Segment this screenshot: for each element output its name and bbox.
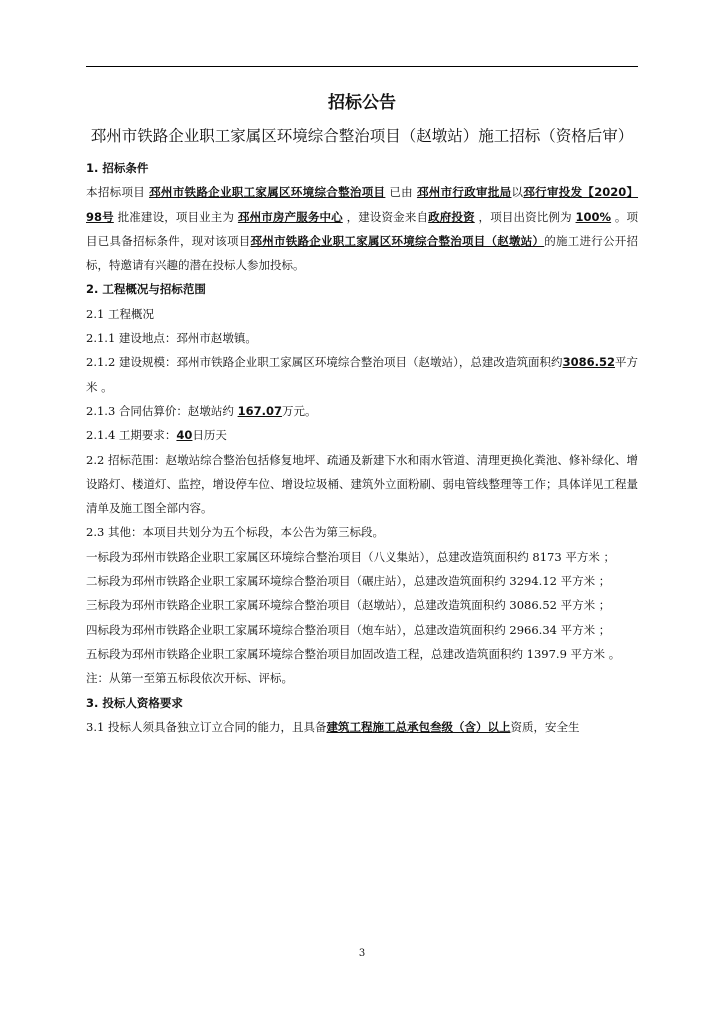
lot-5: 五标段为邳州市铁路企业职工家属环境综合整治项目加固改造工程，总建改造筑面积约 1397.9 平方米 。 [86, 646, 621, 661]
fund-ratio: 100% [575, 209, 612, 224]
line-2-1-2 [86, 350, 638, 399]
line-3-1 [86, 715, 638, 739]
text: 2.1.4 工期要求： [86, 428, 177, 443]
text: 本招标项目 [86, 185, 150, 200]
text: 批准建设，项目业主为 [113, 209, 238, 224]
line-2-3: 2.3 其他：本项目共划分为五个标段，本公告为第三标段。 [86, 525, 384, 540]
section-2-heading: 2. 工程概况与招标范围 [86, 282, 206, 297]
page-number: 3 [358, 948, 366, 959]
text: ，项目出资比例为 [474, 209, 576, 224]
lot-3: 三标段为邳州市铁路企业职工家属环境综合整治项目（赵墩站），总建改造筑面积约 3086.52 平方米 ； [86, 598, 611, 613]
text: 已由 [385, 185, 417, 200]
document-page [86, 86, 638, 739]
fund-source: 政府投资 [428, 209, 475, 224]
text: 平方米 。 [86, 355, 638, 394]
approver: 邳州市行政审批局 [416, 185, 512, 200]
text: ，建设资金来自 [342, 209, 429, 224]
text: 万元。 [281, 403, 317, 418]
area-value: 3086.52 [562, 355, 615, 370]
text: 以 [511, 185, 524, 200]
line-2-1: 2.1 工程概况 [86, 306, 154, 321]
text: 2.1.3 合同估算价：赵墩站约 [86, 403, 238, 418]
lot-1: 一标段为邳州市铁路企业职工家属区环境综合整治项目（八义集站），总建改造筑面积约 8173 平方米 ； [86, 549, 615, 564]
line-2-1-4 [86, 423, 638, 447]
page-title: 招标公告 [328, 93, 396, 113]
approval-doc: 邳行审投发【2020】98号 [86, 185, 639, 224]
section-3-heading: 3. 投标人资格要求 [86, 695, 183, 710]
header-rule [86, 66, 638, 67]
price-value: 167.07 [237, 403, 282, 418]
tender-target: 邳州市铁路企业职工家属区环境综合整治项目（赵墩站） [250, 233, 545, 248]
lot-4: 四标段为邳州市铁路企业职工家属环境综合整治项目（炮车站），总建改造筑面积约 2966.34 平方米 ； [86, 622, 611, 637]
section-1-paragraph [86, 180, 638, 277]
page-subtitle: 邳州市铁路企业职工家属区环境综合整治项目（赵墩站）施工招标（资格后审） [90, 127, 634, 145]
owner: 邳州市房产服务中心 [237, 209, 343, 224]
text: 3.1 投标人须具备独立订立合同的能力，且具备 [86, 719, 327, 734]
text: 2.1.2 建设规模：邳州市铁路企业职工家属区环境综合整治项目（赵墩站），总建改造筑面积约 [86, 355, 563, 370]
qualification: 建筑工程施工总承包叁级（含）以上 [326, 719, 511, 734]
line-2-1-1: 2.1.1 建设地点：邳州市赵墩镇。 [86, 331, 257, 346]
text: 资质，安全生 [510, 719, 580, 734]
text: 。项目已具备招标条件，现对该项目 [86, 209, 639, 248]
days-value: 40 [176, 428, 193, 443]
section-1-heading: 1. 招标条件 [86, 161, 149, 175]
text: 的施工进行公开招标，特邀请有兴趣的潜在投标人参加投标。 [86, 233, 638, 273]
project-name: 邳州市铁路企业职工家属区环境综合整治项目 [149, 185, 386, 200]
text: 日历天 [192, 428, 227, 443]
line-2-1-3 [86, 399, 638, 423]
line-2-2: 2.2 招标范围：赵墩站综合整治包括修复地坪、疏通及新建下水和雨水管道、清理更换化粪池、修补绿化、增设路灯、楼道灯、监控，增设停车位、增设垃圾桶、建筑外立面粉刷、弱电管线整理等工作；具体详见工程量清单及施工图全部内容。 [86, 452, 638, 516]
note: 注：从第一至第五标段依次开标、评标。 [86, 671, 293, 686]
lot-2: 二标段为邳州市铁路企业职工家属环境综合整治项目（碾庄站），总建改造筑面积约 3294.12 平方米 ； [86, 574, 611, 589]
